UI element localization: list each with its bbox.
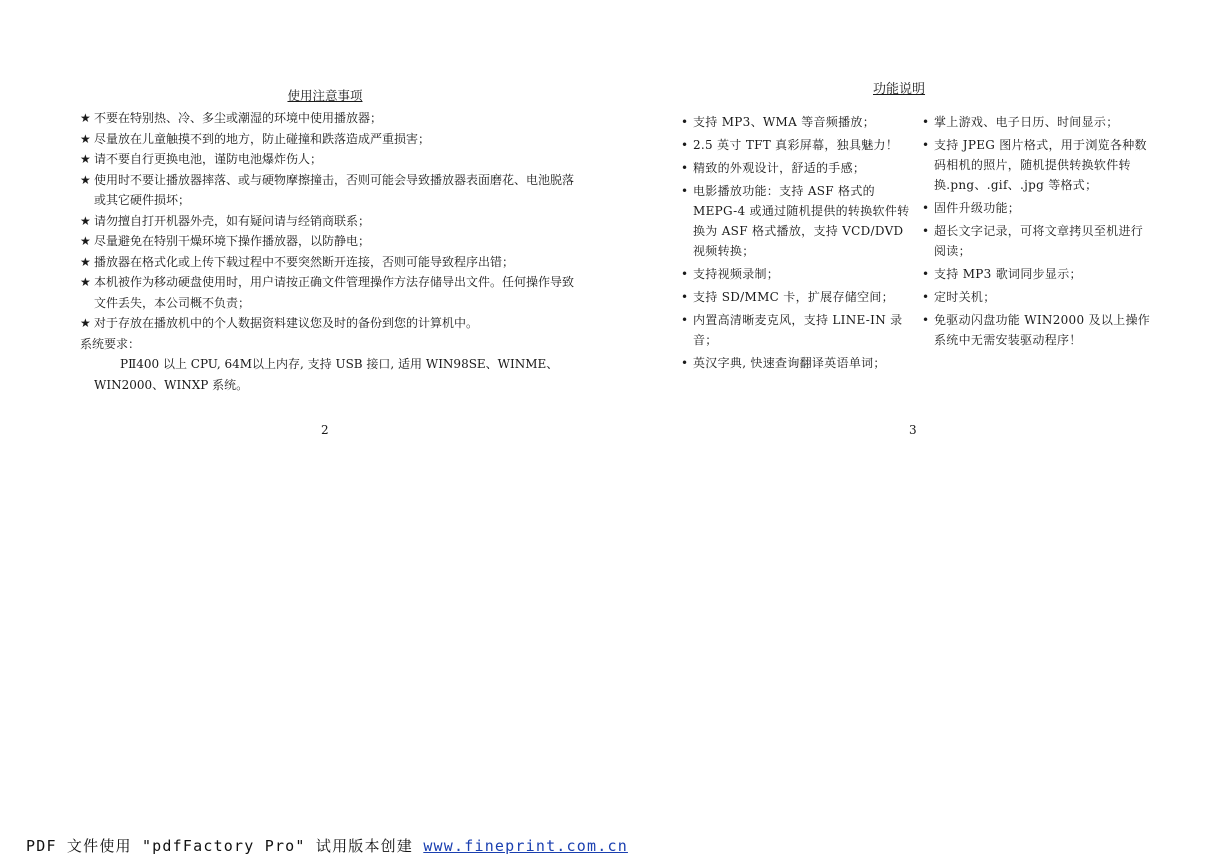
feature-text: 支持 SD/MMC 卡，扩展存储空间； <box>693 290 894 304</box>
feature-item <box>681 287 911 307</box>
star-icon: ★ <box>80 213 91 228</box>
feature-text: 免驱动闪盘功能 WIN2000 及以上操作系统中无需安装驱动程序！ <box>934 313 1151 347</box>
pdf-footer <box>26 835 628 856</box>
feature-item <box>922 112 1152 132</box>
feature-text: 固件升级功能； <box>934 201 1021 215</box>
feature-text: 支持视频录制； <box>693 267 780 281</box>
feature-item <box>681 264 911 284</box>
notice-item-text: 使用时不要让播放器摔落、或与硬物摩擦撞击，否则可能会导致播放器表面磨花、电池脱落或其它硬件损坏； <box>94 172 575 207</box>
feature-text: 电影播放功能：支持 ASF 格式的 MEPG-4 或通过随机提供的转换软件转换为 ASF 格式播放，支持 VCD/DVD 视频转换； <box>693 184 910 258</box>
feature-text: 精致的外观设计，舒适的手感； <box>693 161 866 175</box>
notice-item <box>80 149 580 170</box>
page-number-left: 2 <box>321 423 329 437</box>
feature-item <box>922 221 1152 261</box>
left-page-heading: 使用注意事项 <box>287 88 363 103</box>
notice-item-text: 对于存放在播放机中的个人数据资料建议您及时的备份到您的计算机中。 <box>94 316 479 330</box>
feature-item <box>681 135 911 155</box>
notice-list <box>80 108 580 334</box>
feature-text: 内置高清晰麦克风，支持 LINE-IN 录音； <box>693 313 903 347</box>
page-number-right: 3 <box>909 423 917 437</box>
bullet-icon: • <box>922 138 930 152</box>
bullet-icon: • <box>681 267 689 281</box>
notice-item <box>80 170 580 211</box>
feature-item <box>922 198 1152 218</box>
right-page-heading: 功能说明 <box>873 82 926 97</box>
feature-text: 掌上游戏、电子日历、时间显示； <box>934 115 1119 129</box>
notice-item-text: 请勿擅自打开机器外壳，如有疑问请与经销商联系； <box>94 213 371 228</box>
feature-column-2 <box>922 112 1152 353</box>
system-requirements-title: 系统要求： <box>80 336 141 351</box>
notice-item <box>80 129 580 150</box>
feature-item <box>922 135 1152 195</box>
notice-item <box>80 272 580 313</box>
bullet-icon: • <box>681 161 689 175</box>
feature-text: 支持 JPEG 图片格式，用于浏览各种数码相机的照片，随机提供转换软件转换.png、.gif、.jpg 等格式； <box>934 138 1147 192</box>
notice-item-text: 不要在特别热、冷、多尘或潮湿的环境中使用播放器； <box>94 111 383 125</box>
feature-text: 超长文字记录，可将文章拷贝至机进行阅读； <box>934 224 1144 258</box>
star-icon: ★ <box>80 131 91 146</box>
feature-text: 2.5 英寸 TFT 真彩屏幕，独具魅力！ <box>693 138 899 152</box>
feature-item <box>681 310 911 350</box>
bullet-icon: • <box>681 184 689 198</box>
feature-item <box>681 181 911 261</box>
bullet-icon: • <box>681 115 689 129</box>
bullet-icon: • <box>681 356 689 370</box>
feature-item <box>681 353 911 373</box>
footer-text: PDF 文件使用 "pdfFactory Pro" 试用版本创建 <box>26 837 414 855</box>
notice-item-text: 请不要自行更换电池，谨防电池爆炸伤人； <box>94 152 323 166</box>
star-icon: ★ <box>80 254 91 269</box>
star-icon: ★ <box>80 316 91 330</box>
notice-item-text: 本机被作为移动硬盘使用时，用户请按正确文件管理操作方法存储导出文件。任何操作导致文件丢失，本公司概不负责； <box>94 275 575 310</box>
bullet-icon: • <box>681 138 689 152</box>
bullet-icon: • <box>922 313 930 327</box>
feature-text: 支持 MP3、WMA 等音频播放； <box>693 115 876 129</box>
bullet-icon: • <box>922 290 930 304</box>
feature-column-1 <box>681 112 911 376</box>
notice-item <box>80 313 580 334</box>
feature-text: 支持 MP3 歌词同步显示； <box>934 267 1082 281</box>
left-page <box>80 86 580 395</box>
notice-item <box>80 108 580 129</box>
star-icon: ★ <box>80 172 91 187</box>
feature-text: 英汉字典, 快速查询翻译英语单词； <box>693 356 886 370</box>
footer-link[interactable]: www.fineprint.com.cn <box>423 837 628 855</box>
bullet-icon: • <box>922 201 930 215</box>
bullet-icon: • <box>681 290 689 304</box>
notice-item <box>80 211 580 232</box>
system-requirements-body: PⅡ400 以上 CPU, 64M以上内存, 支持 USB 接口, 适用 WIN98SE、WINME、WIN2000、WINXP 系统。 <box>94 357 559 392</box>
notice-item-text: 尽量放在儿童触摸不到的地方，防止碰撞和跌落造成严重损害； <box>94 131 431 146</box>
notice-item <box>80 231 580 252</box>
bullet-icon: • <box>922 115 930 129</box>
feature-text: 定时关机； <box>934 290 996 304</box>
notice-item-text: 播放器在格式化或上传下载过程中不要突然断开连接，否则可能导致程序出错； <box>94 254 515 269</box>
star-icon: ★ <box>80 152 91 166</box>
feature-item <box>681 158 911 178</box>
star-icon: ★ <box>80 275 91 289</box>
bullet-icon: • <box>922 224 930 238</box>
feature-item <box>922 264 1152 284</box>
notice-item <box>80 252 580 273</box>
feature-item <box>922 287 1152 307</box>
star-icon: ★ <box>80 234 91 248</box>
feature-item <box>681 112 911 132</box>
bullet-icon: • <box>681 313 689 327</box>
bullet-icon: • <box>922 267 930 281</box>
star-icon: ★ <box>80 111 91 125</box>
notice-item-text: 尽量避免在特别干燥环境下操作播放器，以防静电； <box>94 234 371 248</box>
feature-item <box>922 310 1152 350</box>
